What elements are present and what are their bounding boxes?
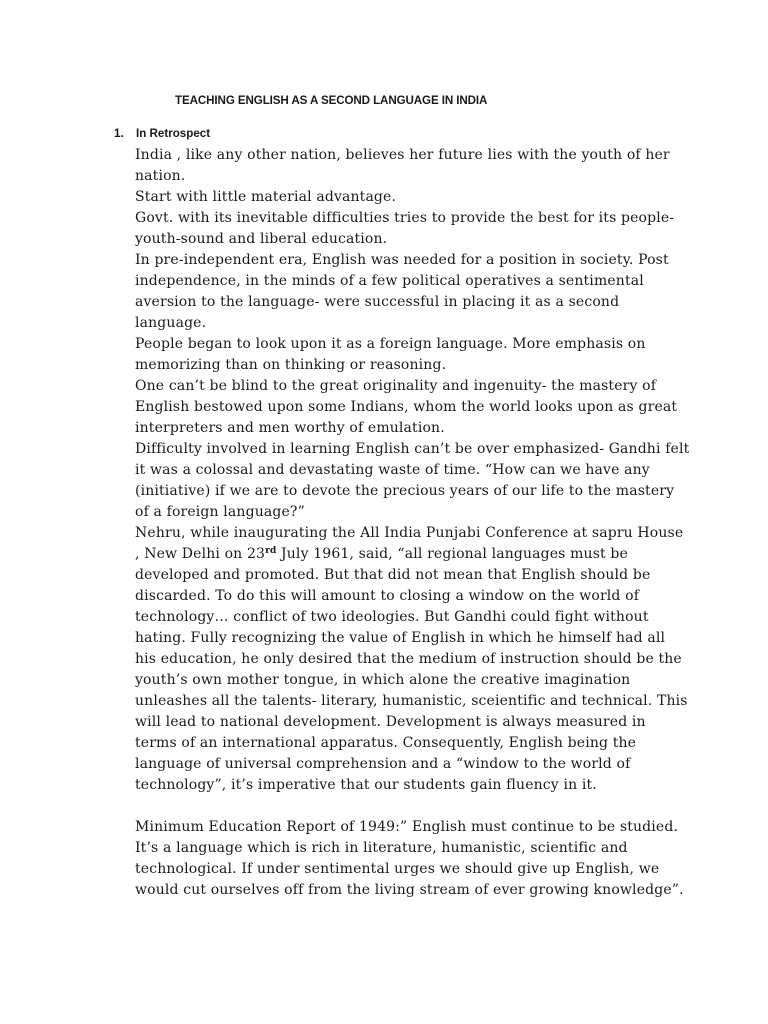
nehru-text-end: July 1961, said, “all regional languages must be developed and promoted. But that did not mean that English should be discarded. To do this will amount to closing a window on the world of technology… conflict of two ideologies. But Gandhi could fight without hating. Fully recognizing the value of English in which he himself had all his education, he only desired that the medium of instruction should be the youth’s own mother tongue, in which alone the creative imagination unleashes all the talents- literary, humanistic, sceientific and technical. This will lead to national development. Development is always measured in terms of an international apparatus. Consequently, English being the language of universal comprehension and a “window to the world of technology”, it’s imperative that our students gain fluency in it. [135, 546, 688, 793]
paragraph: Difficulty involved in learning English can’t be over emphasized- Gandhi felt it was a colossal and devastating waste of time. “How can we have any (initiative) if we are to devote the precious years of our life to the mastery of a foreign language?” [135, 441, 690, 520]
section-title: In Retrospect [136, 127, 211, 140]
document-title: TEACHING ENGLISH AS A SECOND LANGUAGE IN INDIA [175, 94, 488, 107]
body-text [135, 145, 690, 901]
paragraph: One can’t be blind to the great originality and ingenuity- the mastery of English bestowed upon some Indians, whom the world looks upon as great interpreters and men worthy of emulation. [135, 378, 678, 436]
paragraph: People began to look upon it as a foreign language. More emphasis on memorizing than on thinking or reasoning. [135, 336, 646, 373]
paragraph: India , like any other nation, believes her future lies with the youth of her nation. [135, 147, 670, 184]
date-ordinal-suffix: rd [265, 546, 277, 556]
nehru-paragraph [135, 523, 690, 796]
paragraph: Start with little material advantage. [135, 189, 397, 205]
report-paragraph: Minimum Education Report of 1949:” English must continue to be studied. It’s a language which is rich in literature, humanistic, scientific and technological. If under sentimental urges we should give up English, we would cut ourselves off from the living stream of ever growing knowledge”. [135, 819, 684, 898]
section-heading [114, 127, 210, 140]
paragraph: In pre-independent era, English was needed for a position in society. Post independence, in the minds of a few political operatives a sentimental aversion to the language- were successful in placing it as a second language. [135, 252, 669, 331]
section-number: 1. [114, 127, 124, 140]
paragraph: Govt. with its inevitable difficulties tries to provide the best for its people- youth-sound and liberal education. [135, 210, 675, 247]
nehru-text-start: Nehru, while inaugurating the All India Punjabi Conference at sapru House , New Delhi on 23 [135, 525, 684, 562]
